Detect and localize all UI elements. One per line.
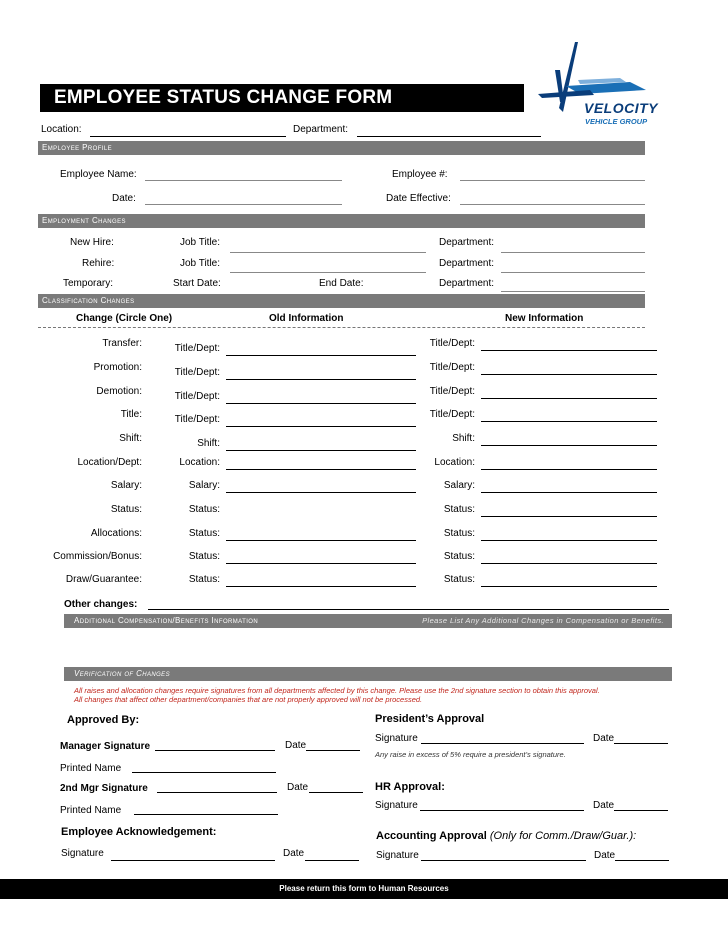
old-info-label: Status:: [188, 504, 220, 515]
temporary-department-field[interactable]: [501, 291, 645, 292]
new-hire-department-label: Department:: [439, 237, 495, 248]
old-info-label: Title/Dept:: [174, 391, 220, 402]
new-hire-department-field[interactable]: [501, 252, 645, 253]
change-type-label: Draw/Guarantee:: [65, 574, 142, 585]
president-signature-label: Signature: [375, 733, 418, 744]
date-field[interactable]: [145, 204, 342, 205]
old-info-field[interactable]: [226, 355, 416, 356]
second-mgr-date-label: Date: [287, 782, 309, 793]
old-info-label: Title/Dept:: [174, 343, 220, 354]
old-info-label: Status:: [188, 551, 220, 562]
location-label: Location:: [41, 124, 82, 135]
new-info-field[interactable]: [481, 586, 657, 587]
change-type-label: Location/Dept:: [77, 457, 142, 468]
temporary-department-label: Department:: [439, 278, 495, 289]
employee-acknowledgement-label: Employee Acknowledgement:: [61, 826, 217, 838]
old-info-label: Shift:: [197, 438, 220, 449]
hr-date-label: Date: [593, 800, 615, 811]
employee-number-field[interactable]: [460, 180, 645, 181]
manager-signature-field[interactable]: [155, 750, 275, 751]
old-info-field[interactable]: [226, 563, 416, 564]
new-info-label: Status:: [443, 528, 475, 539]
footer-text: Please return this form to Human Resources: [279, 884, 449, 893]
second-mgr-printed-name-field[interactable]: [134, 814, 278, 815]
new-info-label: Shift:: [452, 433, 475, 444]
other-changes-label: Other changes:: [64, 599, 138, 610]
new-info-field[interactable]: [481, 398, 657, 399]
column-new-header: New Information: [505, 313, 584, 324]
new-info-label: Status:: [443, 504, 475, 515]
accounting-approval-heading: [376, 830, 636, 842]
hr-signature-label: Signature: [375, 800, 418, 811]
change-type-label: Status:: [110, 504, 142, 515]
manager-printed-name-label: Printed Name: [60, 763, 122, 774]
new-hire-label: New Hire:: [70, 237, 114, 248]
new-info-label: Status:: [443, 574, 475, 585]
approved-by-label: Approved By:: [67, 714, 140, 726]
employee-name-label: Employee Name:: [60, 169, 137, 180]
presidents-approval-label: President’s Approval: [375, 713, 485, 725]
old-info-label: Location:: [179, 457, 220, 468]
rehire-department-field[interactable]: [501, 272, 645, 273]
new-hire-job-title-field[interactable]: [230, 252, 426, 253]
change-type-label: Title:: [120, 409, 142, 420]
employee-signature-field[interactable]: [111, 860, 275, 861]
column-change-header: Change (Circle One): [76, 313, 173, 324]
change-type-label: Allocations:: [90, 528, 142, 539]
change-type-label: Salary:: [110, 480, 142, 491]
new-info-field[interactable]: [481, 421, 657, 422]
accounting-approval-note: (Only for Comm./Draw/Guar.):: [489, 830, 637, 842]
section-employee-profile: Employee Profile: [42, 143, 112, 152]
hr-date-field[interactable]: [614, 810, 668, 811]
employee-number-label: Employee #:: [392, 169, 448, 180]
accounting-signature-label: Signature: [376, 850, 419, 861]
new-info-field[interactable]: [481, 492, 657, 493]
president-signature-field[interactable]: [421, 743, 584, 744]
rehire-job-title-label: Job Title:: [180, 258, 221, 269]
new-info-field[interactable]: [481, 350, 657, 351]
end-date-label: End Date:: [319, 278, 364, 289]
section-employment-changes: Employment Changes: [42, 216, 126, 225]
raise-note: Any raise in excess of 5% require a president’s signature.: [375, 750, 566, 759]
column-old-header: Old Information: [269, 313, 344, 324]
logo-velocity-text: VELOCITY: [584, 100, 659, 116]
accounting-date-field[interactable]: [615, 860, 669, 861]
hr-signature-field[interactable]: [420, 810, 584, 811]
rehire-label: Rehire:: [82, 258, 115, 269]
old-info-label: Status:: [188, 574, 220, 585]
new-info-field[interactable]: [481, 540, 657, 541]
new-info-field[interactable]: [481, 374, 657, 375]
date-label: Date:: [112, 193, 136, 204]
footer-bar: [0, 879, 728, 899]
manager-signature-label: Manager Signature: [60, 741, 151, 752]
verification-note-1: All raises and allocation changes require signatures from all departments affected by this change. Please use the 2nd signature section to obtain this approval.: [74, 686, 600, 695]
new-info-label: Title/Dept:: [429, 386, 475, 397]
start-date-label: Start Date:: [173, 278, 221, 289]
president-date-field[interactable]: [614, 743, 668, 744]
manager-date-label: Date: [285, 740, 307, 751]
accounting-date-label: Date: [594, 850, 616, 861]
section-bar-additional-compensation: [64, 614, 672, 628]
new-info-field[interactable]: [481, 516, 657, 517]
form-title-banner: [40, 84, 524, 112]
new-info-field[interactable]: [481, 469, 657, 470]
old-info-label: Salary:: [188, 480, 220, 491]
section-bar-employment-changes: [38, 214, 645, 228]
section-bar-verification: [64, 667, 672, 681]
change-type-label: Transfer:: [102, 338, 142, 349]
section-additional-compensation: Additional Compensation/Benefits Information: [74, 616, 259, 625]
form-title: EMPLOYEE STATUS CHANGE FORM: [54, 87, 393, 108]
old-info-field[interactable]: [226, 586, 416, 587]
new-info-label: Title/Dept:: [429, 409, 475, 420]
additional-compensation-note: Please List Any Additional Changes in Compensation or Benefits.: [422, 616, 664, 625]
accounting-signature-field[interactable]: [421, 860, 586, 861]
section-verification: Verification of Changes: [74, 669, 170, 678]
second-mgr-printed-name-label: Printed Name: [60, 805, 122, 816]
date-effective-label: Date Effective:: [386, 193, 451, 204]
new-info-field[interactable]: [481, 563, 657, 564]
change-type-label: Commission/Bonus:: [53, 551, 142, 562]
section-bar-classification-changes: [38, 294, 645, 308]
second-mgr-date-field[interactable]: [309, 792, 363, 793]
second-mgr-signature-field[interactable]: [157, 792, 277, 793]
new-info-label: Status:: [443, 551, 475, 562]
president-date-label: Date: [593, 733, 615, 744]
old-info-label: Title/Dept:: [174, 367, 220, 378]
manager-date-field[interactable]: [306, 750, 360, 751]
change-type-label: Shift:: [119, 433, 142, 444]
employee-signature-label: Signature: [61, 848, 104, 859]
new-info-label: Location:: [434, 457, 475, 468]
manager-printed-name-field[interactable]: [132, 772, 276, 773]
new-info-field[interactable]: [481, 445, 657, 446]
old-info-field[interactable]: [226, 540, 416, 541]
employee-date-label: Date: [283, 848, 305, 859]
rehire-department-label: Department:: [439, 258, 495, 269]
department-label: Department:: [293, 124, 349, 135]
section-bar-employee-profile: [38, 141, 645, 155]
location-field[interactable]: [90, 136, 286, 137]
new-info-label: Title/Dept:: [429, 362, 475, 373]
rehire-job-title-field[interactable]: [230, 272, 426, 273]
old-info-label: Status:: [188, 528, 220, 539]
change-type-label: Promotion:: [93, 362, 142, 373]
logo-vehicle-group-text: VEHICLE GROUP: [585, 117, 648, 126]
old-info-field[interactable]: [226, 469, 416, 470]
section-classification-changes: Classification Changes: [42, 296, 135, 305]
velocity-logo: [530, 42, 670, 132]
employee-date-field[interactable]: [305, 860, 359, 861]
column-header-divider: [38, 327, 645, 328]
old-info-field[interactable]: [226, 426, 416, 427]
employee-name-field[interactable]: [145, 180, 342, 181]
change-type-label: Demotion:: [96, 386, 142, 397]
department-field[interactable]: [357, 136, 541, 137]
new-info-label: Salary:: [443, 480, 475, 491]
second-mgr-signature-label: 2nd Mgr Signature: [60, 783, 148, 794]
old-info-field[interactable]: [226, 379, 416, 380]
old-info-field[interactable]: [226, 450, 416, 451]
old-info-field[interactable]: [226, 403, 416, 404]
old-info-field[interactable]: [226, 492, 416, 493]
accounting-approval-label: Accounting Approval: [376, 830, 487, 842]
temporary-label: Temporary:: [63, 278, 114, 289]
old-info-label: Title/Dept:: [174, 414, 220, 425]
date-effective-field[interactable]: [460, 204, 645, 205]
new-info-label: Title/Dept:: [429, 338, 475, 349]
other-changes-field[interactable]: [148, 609, 669, 610]
verification-note-2: All changes that affect other department/companies that are not properly approved will not be processed.: [74, 695, 423, 704]
hr-approval-label: HR Approval:: [375, 781, 445, 793]
new-hire-job-title-label: Job Title:: [180, 237, 221, 248]
